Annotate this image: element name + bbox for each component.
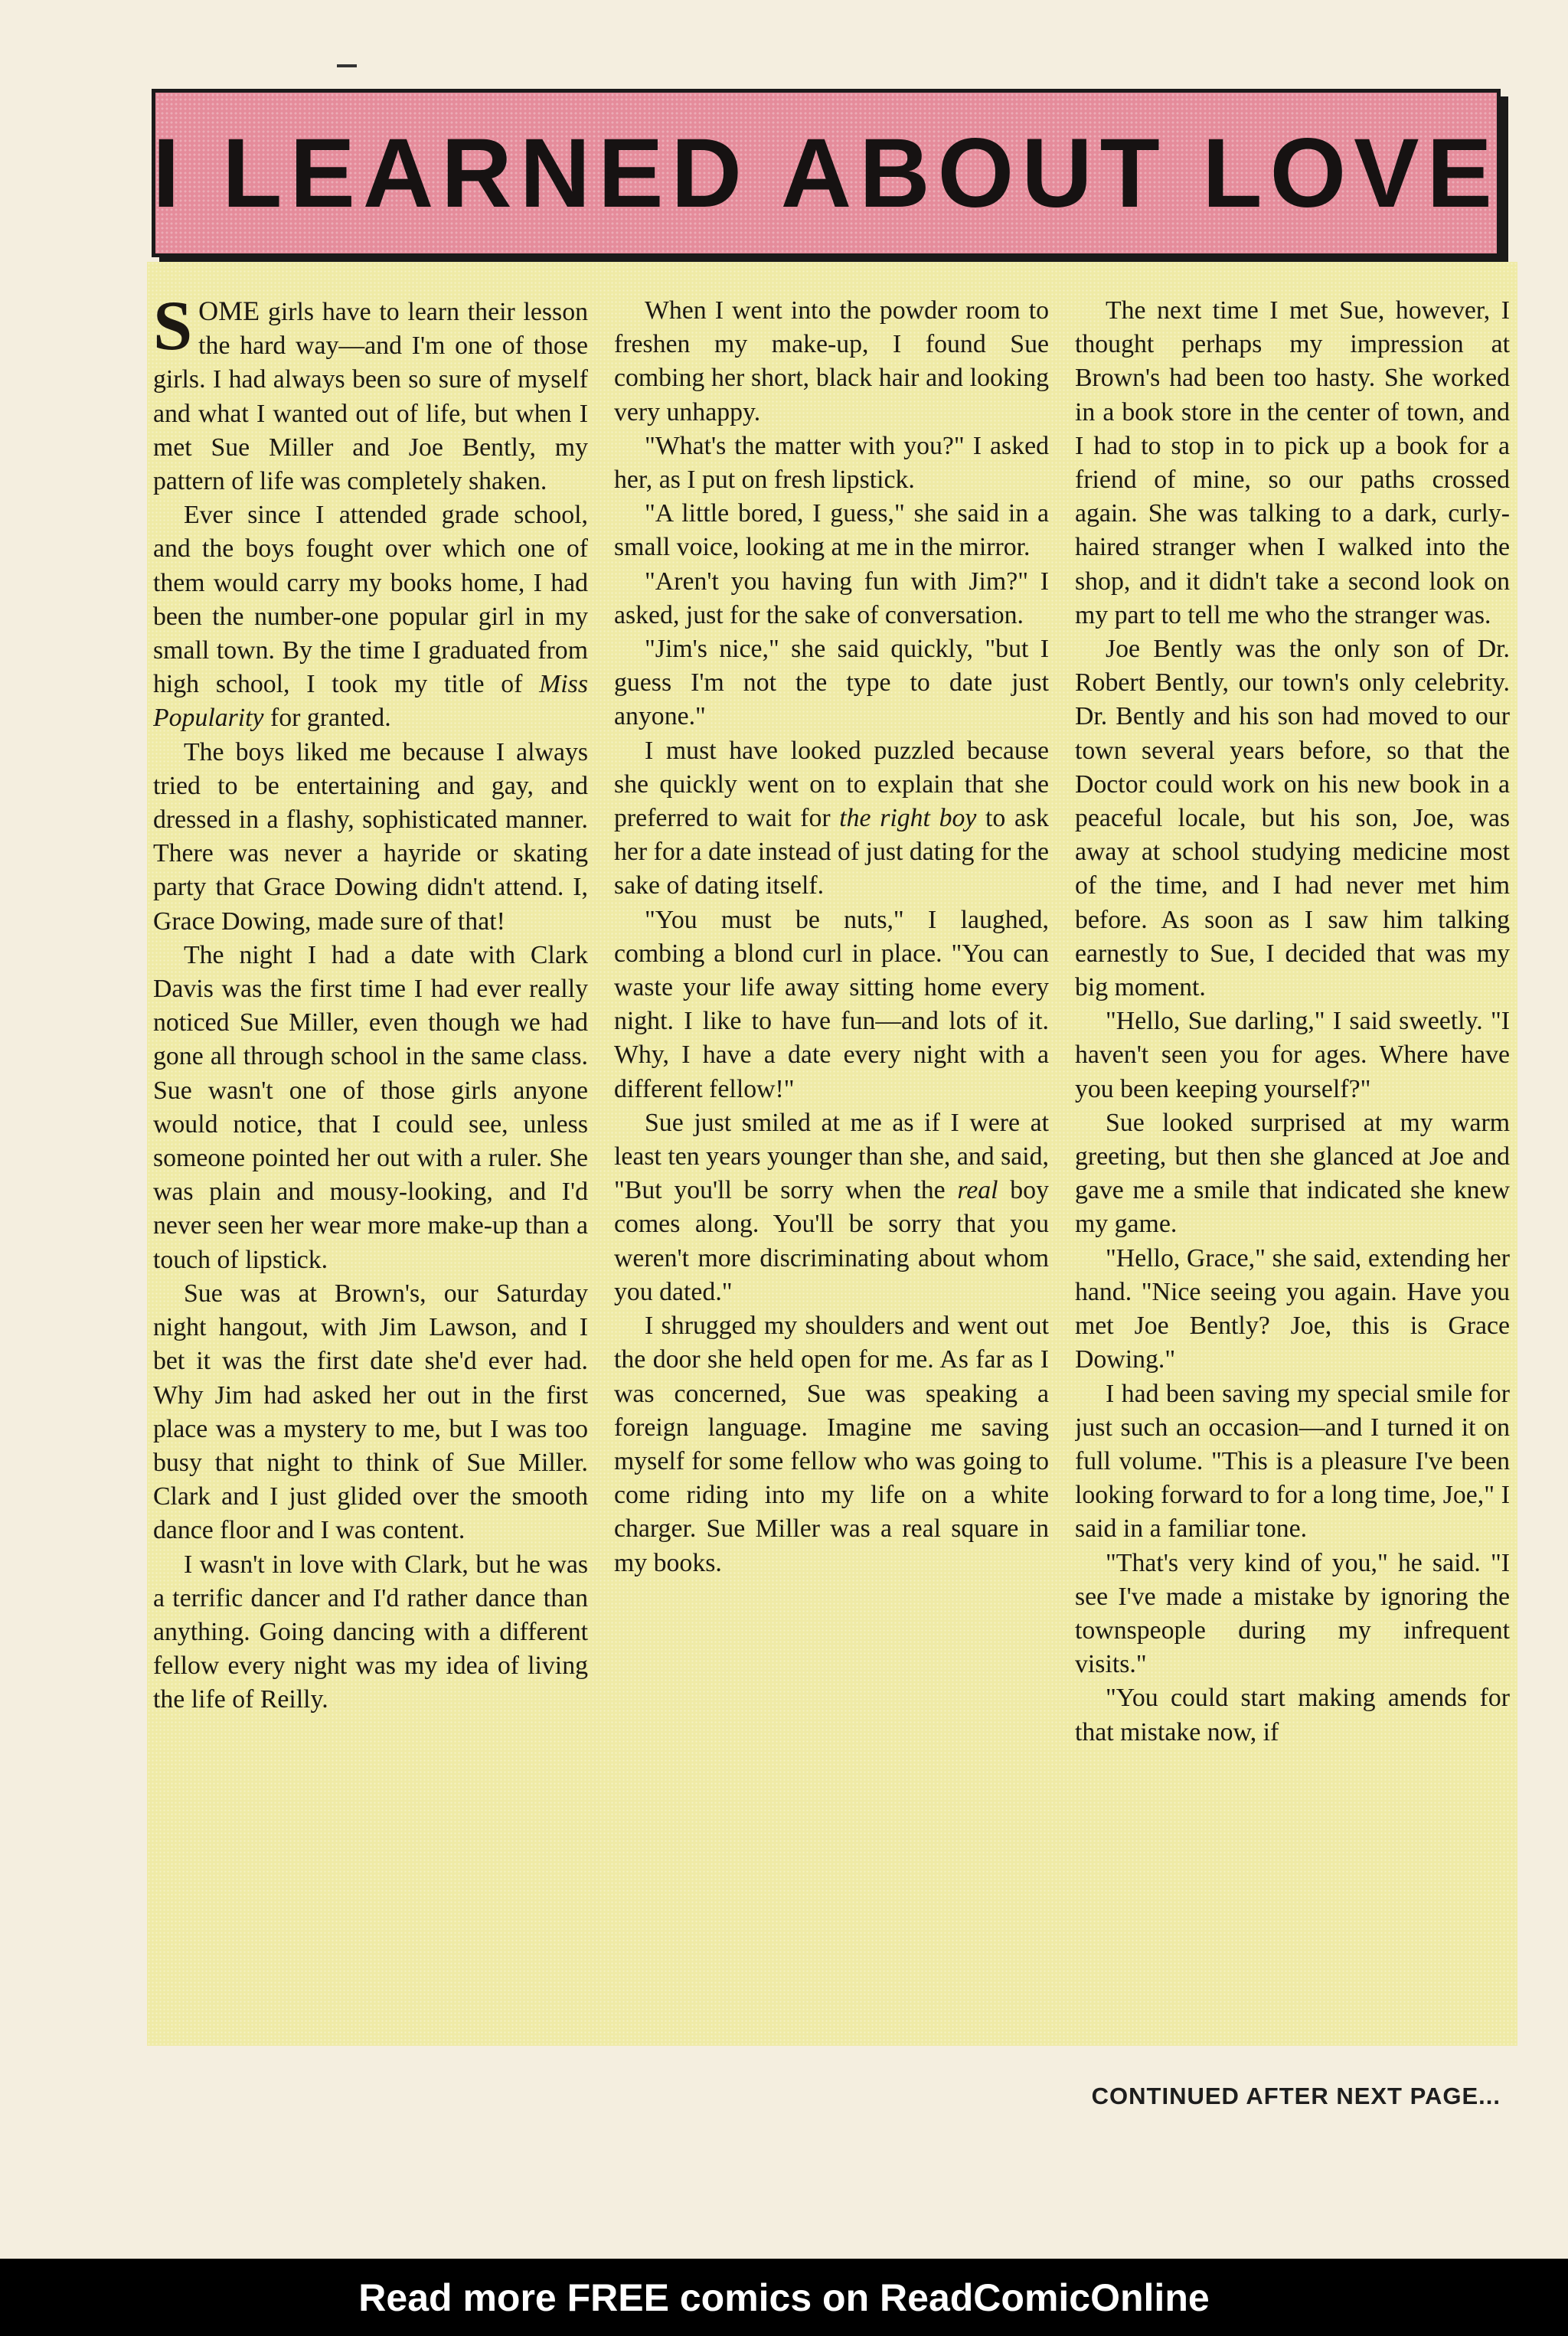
text-column-1 [153, 294, 588, 2070]
story-paragraph: Sue looked surprised at my warm greeting, but then she glanced at Joe and gave me a smile that indicated she knew my game. [1075, 1108, 1510, 1239]
story-paragraph: Sue just smiled at me as if I were at least ten years younger than she, and said, "But you'll be sorry when the real boy comes along. You'll be sorry that you weren't more discriminating about whom you dated." [614, 1108, 1049, 1306]
story-paragraph: "Aren't you having fun with Jim?" I asked, just for the sake of conversation. [614, 567, 1049, 629]
drop-cap: S [153, 294, 193, 364]
story-paragraph: I shrugged my shoulders and went out the door she held open for me. As far as I was concerned, Sue was speaking a foreign language. Imagine me saving myself for some fellow who was going to come riding into my life on a white charger. Sue Miller was a real square in my books. [614, 1312, 1049, 1577]
emphasis: real [957, 1176, 998, 1205]
story-paragraph: The night I had a date with Clark Davis was the first time I had ever really noticed Sue Miller, even though we had gone all through school in the same class. Sue wasn't one of those girls anyone would notice, that I could see, unless someone pointed her out with a ruler. She was plain and mousy-looking, and I'd never seen her wear more make-up than a touch of lipstick. [153, 940, 588, 1274]
story-paragraph: "Jim's nice," she said quickly, "but I guess I'm not the type to date just anyone." [614, 635, 1049, 731]
title-panel [152, 89, 1501, 257]
text-column-3 [1075, 294, 1510, 2070]
story-paragraph: "You could start making amends for that mistake now, if [1075, 1684, 1510, 1746]
story-paragraph: I must have looked puzzled because she quickly went on to explain that she preferred to wait for the right boy to ask her for a date instead of just dating for the sake of dating itself. [614, 736, 1049, 900]
story-paragraph: "You must be nuts," I laughed, combing a blond curl in place. "You can waste your life away sitting home every night. I like to have fun—and lots of it. Why, I have a date every night with a different fellow!" [614, 905, 1049, 1103]
story-paragraph: Sue was at Brown's, our Saturday night hangout, with Jim Lawson, and I bet it was the first date she'd ever had. Why Jim had asked her out in the first place was a mystery to me, but I was too busy that night to think of Sue Miller. Clark and I just glided over the smooth dance floor and I was content. [153, 1279, 588, 1545]
story-paragraph: "What's the matter with you?" I asked her, as I put on fresh lipstick. [614, 431, 1049, 495]
story-paragraph: The boys liked me because I always tried to be entertaining and gay, and dressed in a flashy, sophisticated manner. There was never a hayride or skating party that Grace Dowing didn't attend. I, Grace Dowing, made sure of that! [153, 737, 588, 936]
story-paragraph: Ever since I attended grade school, and the boys fought over which one of them would carry my books home, I had been the number-one popular girl in my small town. By the time I graduated from high school, I took my title of Miss Popularity for granted. [153, 501, 588, 733]
continued-notice: CONTINUED AFTER NEXT PAGE... [1091, 2083, 1501, 2109]
story-title: I LEARNED ABOUT LOVE [152, 118, 1500, 228]
decorative-dash [337, 64, 357, 67]
story-paragraph: "That's very kind of you," he said. "I see I've made a mistake by ignoring the townspeople during my infrequent visits." [1075, 1548, 1510, 1679]
story-paragraph: I wasn't in love with Clark, but he was a terrific dancer and I'd rather dance than anything. Going dancing with a different fellow every night was my idea of living the life of Reilly. [153, 1550, 588, 1714]
story-paragraph: "Hello, Sue darling," I said sweetly. "I haven't seen you for ages. Where have you been keeping yourself?" [1075, 1007, 1510, 1103]
story-paragraph: The next time I met Sue, however, I thought perhaps my impression at Brown's had been too hasty. She worked in a book store in the center of town, and I had to stop in to pick up a book for a friend of mine, so our paths crossed again. She was talking to a dark, curly-haired stranger when I walked into the shop, and it didn't take a second look on my part to tell me who the stranger was. [1075, 296, 1510, 629]
footer-banner-text[interactable]: Read more FREE comics on ReadComicOnline [358, 2276, 1210, 2319]
story-paragraph: "A little bored, I guess," she said in a small voice, looking at me in the mirror. [614, 499, 1049, 562]
opening-text: girls have to learn their lesson the hard way—and I'm one of those girls. I had always been so sure of myself and what I wanted out of life, but when I met Sue Miller and Joe Bently, my pattern of life was completely shaken. [153, 298, 588, 496]
opening-smallcaps: OME [198, 296, 260, 326]
story-paragraph: "Hello, Grace," she said, extending her hand. "Nice seeing you again. Have you met Joe Bently? Joe, this is Grace Dowing." [1075, 1243, 1510, 1374]
story-paragraph [153, 294, 588, 498]
story-paragraph: I had been saving my special smile for just such an occasion—and I turned it on full volume. "This is a pleasure I've been looking forward to for a long time, Joe," I said in a familiar tone. [1075, 1379, 1510, 1544]
footer-banner[interactable] [0, 2259, 1568, 2336]
story-paragraph: Joe Bently was the only son of Dr. Robert Bently, our town's only celebrity. Dr. Bently and his son had moved to our town several years before, so that the Doctor could work on his new book in a peaceful locale, but his son, Joe, was away at school studying medicine most of the time, and I had never met him before. As soon as I saw him talking earnestly to Sue, I decided that was my big moment. [1075, 635, 1510, 1002]
story-paragraph: When I went into the powder room to freshen my make-up, I found Sue combing her short, black hair and looking very unhappy. [614, 296, 1049, 426]
emphasis: Miss Popularity [153, 670, 588, 733]
emphasis: the right boy [839, 804, 977, 833]
text-column-2 [614, 294, 1049, 2070]
